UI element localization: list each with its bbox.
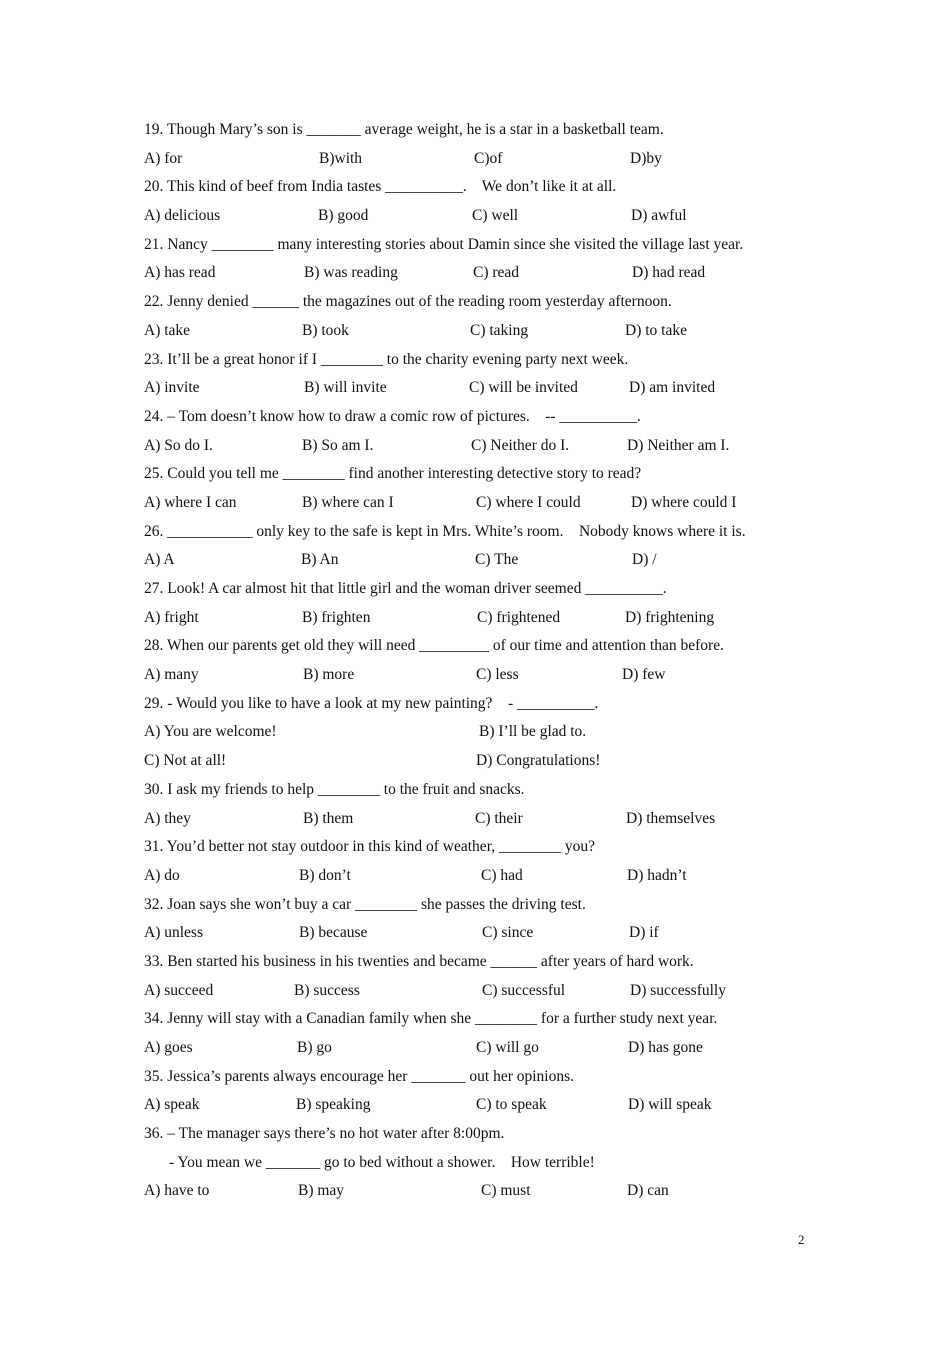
- options-row: [144, 604, 844, 633]
- option-a: A) they: [144, 809, 191, 827]
- options-row: [144, 432, 844, 461]
- question-stem: 30. I ask my friends to help ________ to the fruit and snacks.: [144, 780, 525, 798]
- option-c: C) taking: [470, 321, 529, 339]
- question-stem: 34. Jenny will stay with a Canadian family when she ________ for a further study next year.: [144, 1010, 718, 1028]
- option-c: C) well: [472, 207, 519, 225]
- options-row: [144, 661, 844, 690]
- option-d: D) Neither am I.: [627, 436, 730, 454]
- option-a: A) many: [144, 666, 199, 684]
- option-b: B) good: [318, 207, 369, 225]
- options-row: [144, 977, 844, 1006]
- question-stem: 21. Nancy ________ many interesting stories about Damin since she visited the village last year.: [144, 235, 744, 253]
- option-d: D) hadn’t: [627, 866, 687, 884]
- option-d: D)by: [630, 149, 662, 167]
- page-number: 2: [798, 1232, 805, 1247]
- option-a: A) for: [144, 149, 183, 167]
- options-row: [144, 145, 844, 174]
- options-row: [144, 1177, 844, 1206]
- option-d: D) where could I: [631, 493, 737, 511]
- option-c: C) their: [475, 809, 523, 827]
- options-row: [144, 489, 844, 518]
- option-c: C) Not at all!: [144, 752, 227, 770]
- option-c: C) read: [473, 264, 520, 282]
- question-stem: 32. Joan says she won’t buy a car ________ she passes the driving test.: [144, 895, 586, 913]
- option-d: D) had read: [632, 264, 706, 282]
- option-a: A) You are welcome!: [144, 723, 277, 741]
- option-b: B) was reading: [304, 264, 398, 282]
- option-d: D) can: [627, 1182, 669, 1200]
- option-d: D) frightening: [625, 608, 715, 626]
- question-stem: 28. When our parents get old they will need _________ of our time and attention than before.: [144, 637, 724, 655]
- option-b: B) where can I: [302, 493, 394, 511]
- option-b: B)with: [319, 149, 363, 167]
- option-a: A) where I can: [144, 493, 237, 511]
- options-row: [144, 259, 844, 288]
- option-b: B) go: [297, 1039, 332, 1056]
- option-a: A) So do I.: [144, 436, 213, 454]
- option-c: C) less: [476, 666, 519, 684]
- option-b: B) them: [303, 809, 354, 827]
- question-stem: 33. Ben started his business in his twenties and became ______ after years of hard work.: [144, 952, 694, 970]
- options-row: [144, 546, 844, 575]
- option-a: A) unless: [144, 924, 203, 942]
- option-c: C) Neither do I.: [471, 436, 570, 454]
- option-d: D) successfully: [630, 981, 726, 999]
- option-c: C) to speak: [476, 1096, 547, 1114]
- option-c: C) must: [481, 1182, 531, 1200]
- question-stem: 26. ___________ only key to the safe is kept in Mrs. White’s room. Nobody knows where it is.: [144, 522, 746, 540]
- option-c: C)of: [474, 149, 503, 167]
- option-d: D) will speak: [628, 1096, 712, 1114]
- option-b: B) because: [299, 924, 368, 942]
- option-d: D) awful: [631, 207, 687, 225]
- option-d: D) has gone: [628, 1039, 703, 1056]
- option-b: B) took: [302, 321, 349, 339]
- option-c: C) will be invited: [469, 379, 578, 397]
- question-stem-continuation: - You mean we _______ go to bed without a shower. How terrible!: [169, 1153, 595, 1171]
- option-c: C) The: [475, 551, 519, 569]
- question-stem: 29. - Would you like to have a look at my new painting? - __________.: [144, 694, 599, 712]
- options-row: [144, 747, 844, 776]
- option-a: A) have to: [144, 1182, 210, 1200]
- option-b: B) don’t: [299, 866, 351, 884]
- option-a: A) speak: [144, 1096, 200, 1114]
- option-b: B) speaking: [296, 1096, 371, 1114]
- option-b: B) success: [294, 981, 360, 999]
- option-a: A) A: [144, 551, 175, 569]
- option-b: B) frighten: [302, 608, 371, 626]
- options-row: [144, 718, 844, 747]
- option-d: D) if: [629, 924, 659, 942]
- option-c: C) had: [481, 866, 523, 884]
- options-row: [144, 317, 844, 346]
- options-row: [144, 862, 844, 891]
- option-b: B) So am I.: [302, 436, 374, 454]
- option-d: D) am invited: [629, 379, 716, 397]
- question-stem: 25. Could you tell me ________ find another interesting detective story to read?: [144, 465, 642, 483]
- option-a: A) invite: [144, 379, 200, 397]
- options-row: [144, 1034, 844, 1063]
- option-b: B) will invite: [304, 379, 387, 397]
- options-row: [144, 805, 844, 834]
- option-a: A) goes: [144, 1039, 193, 1056]
- option-d: D) themselves: [626, 809, 716, 827]
- option-c: C) will go: [476, 1039, 539, 1056]
- option-a: A) do: [144, 866, 180, 884]
- question-list: [144, 116, 844, 1206]
- option-d: D) Congratulations!: [476, 752, 601, 770]
- option-c: C) frightened: [477, 608, 561, 626]
- option-b: B) An: [301, 551, 339, 569]
- question-stem: 36. – The manager says there’s no hot water after 8:00pm.: [144, 1125, 505, 1143]
- option-b: B) may: [298, 1182, 345, 1200]
- options-row: [144, 1091, 844, 1120]
- option-c: C) where I could: [476, 493, 581, 511]
- options-row: [144, 202, 844, 231]
- option-d: D) /: [632, 551, 657, 569]
- option-b: B) more: [303, 666, 355, 684]
- question-stem: 35. Jessica’s parents always encourage her _______ out her opinions.: [144, 1067, 575, 1085]
- options-row: [144, 374, 844, 403]
- option-d: D) few: [622, 666, 666, 684]
- question-stem: 31. You’d better not stay outdoor in this kind of weather, ________ you?: [144, 838, 595, 856]
- question-stem: 24. – Tom doesn’t know how to draw a comic row of pictures. -- __________.: [144, 407, 641, 425]
- question-stem: 20. This kind of beef from India tastes __________. We don’t like it at all.: [144, 178, 617, 196]
- question-stem: 23. It’ll be a great honor if I ________ to the charity evening party next week.: [144, 350, 629, 368]
- question-stem: 27. Look! A car almost hit that little girl and the woman driver seemed __________.: [144, 580, 667, 597]
- option-a: A) succeed: [144, 981, 214, 999]
- option-c: C) successful: [482, 981, 566, 999]
- question-stem: 22. Jenny denied ______ the magazines out of the reading room yesterday afternoon.: [144, 293, 672, 311]
- option-a: A) has read: [144, 264, 216, 282]
- option-a: A) delicious: [144, 207, 221, 225]
- option-b: B) I’ll be glad to.: [479, 723, 587, 741]
- options-row: [144, 919, 844, 948]
- option-d: D) to take: [625, 321, 687, 339]
- question-stem: 19. Though Mary’s son is _______ average weight, he is a star in a basketball team.: [144, 121, 664, 138]
- option-a: A) take: [144, 321, 191, 339]
- option-a: A) fright: [144, 608, 199, 626]
- option-c: C) since: [482, 924, 534, 942]
